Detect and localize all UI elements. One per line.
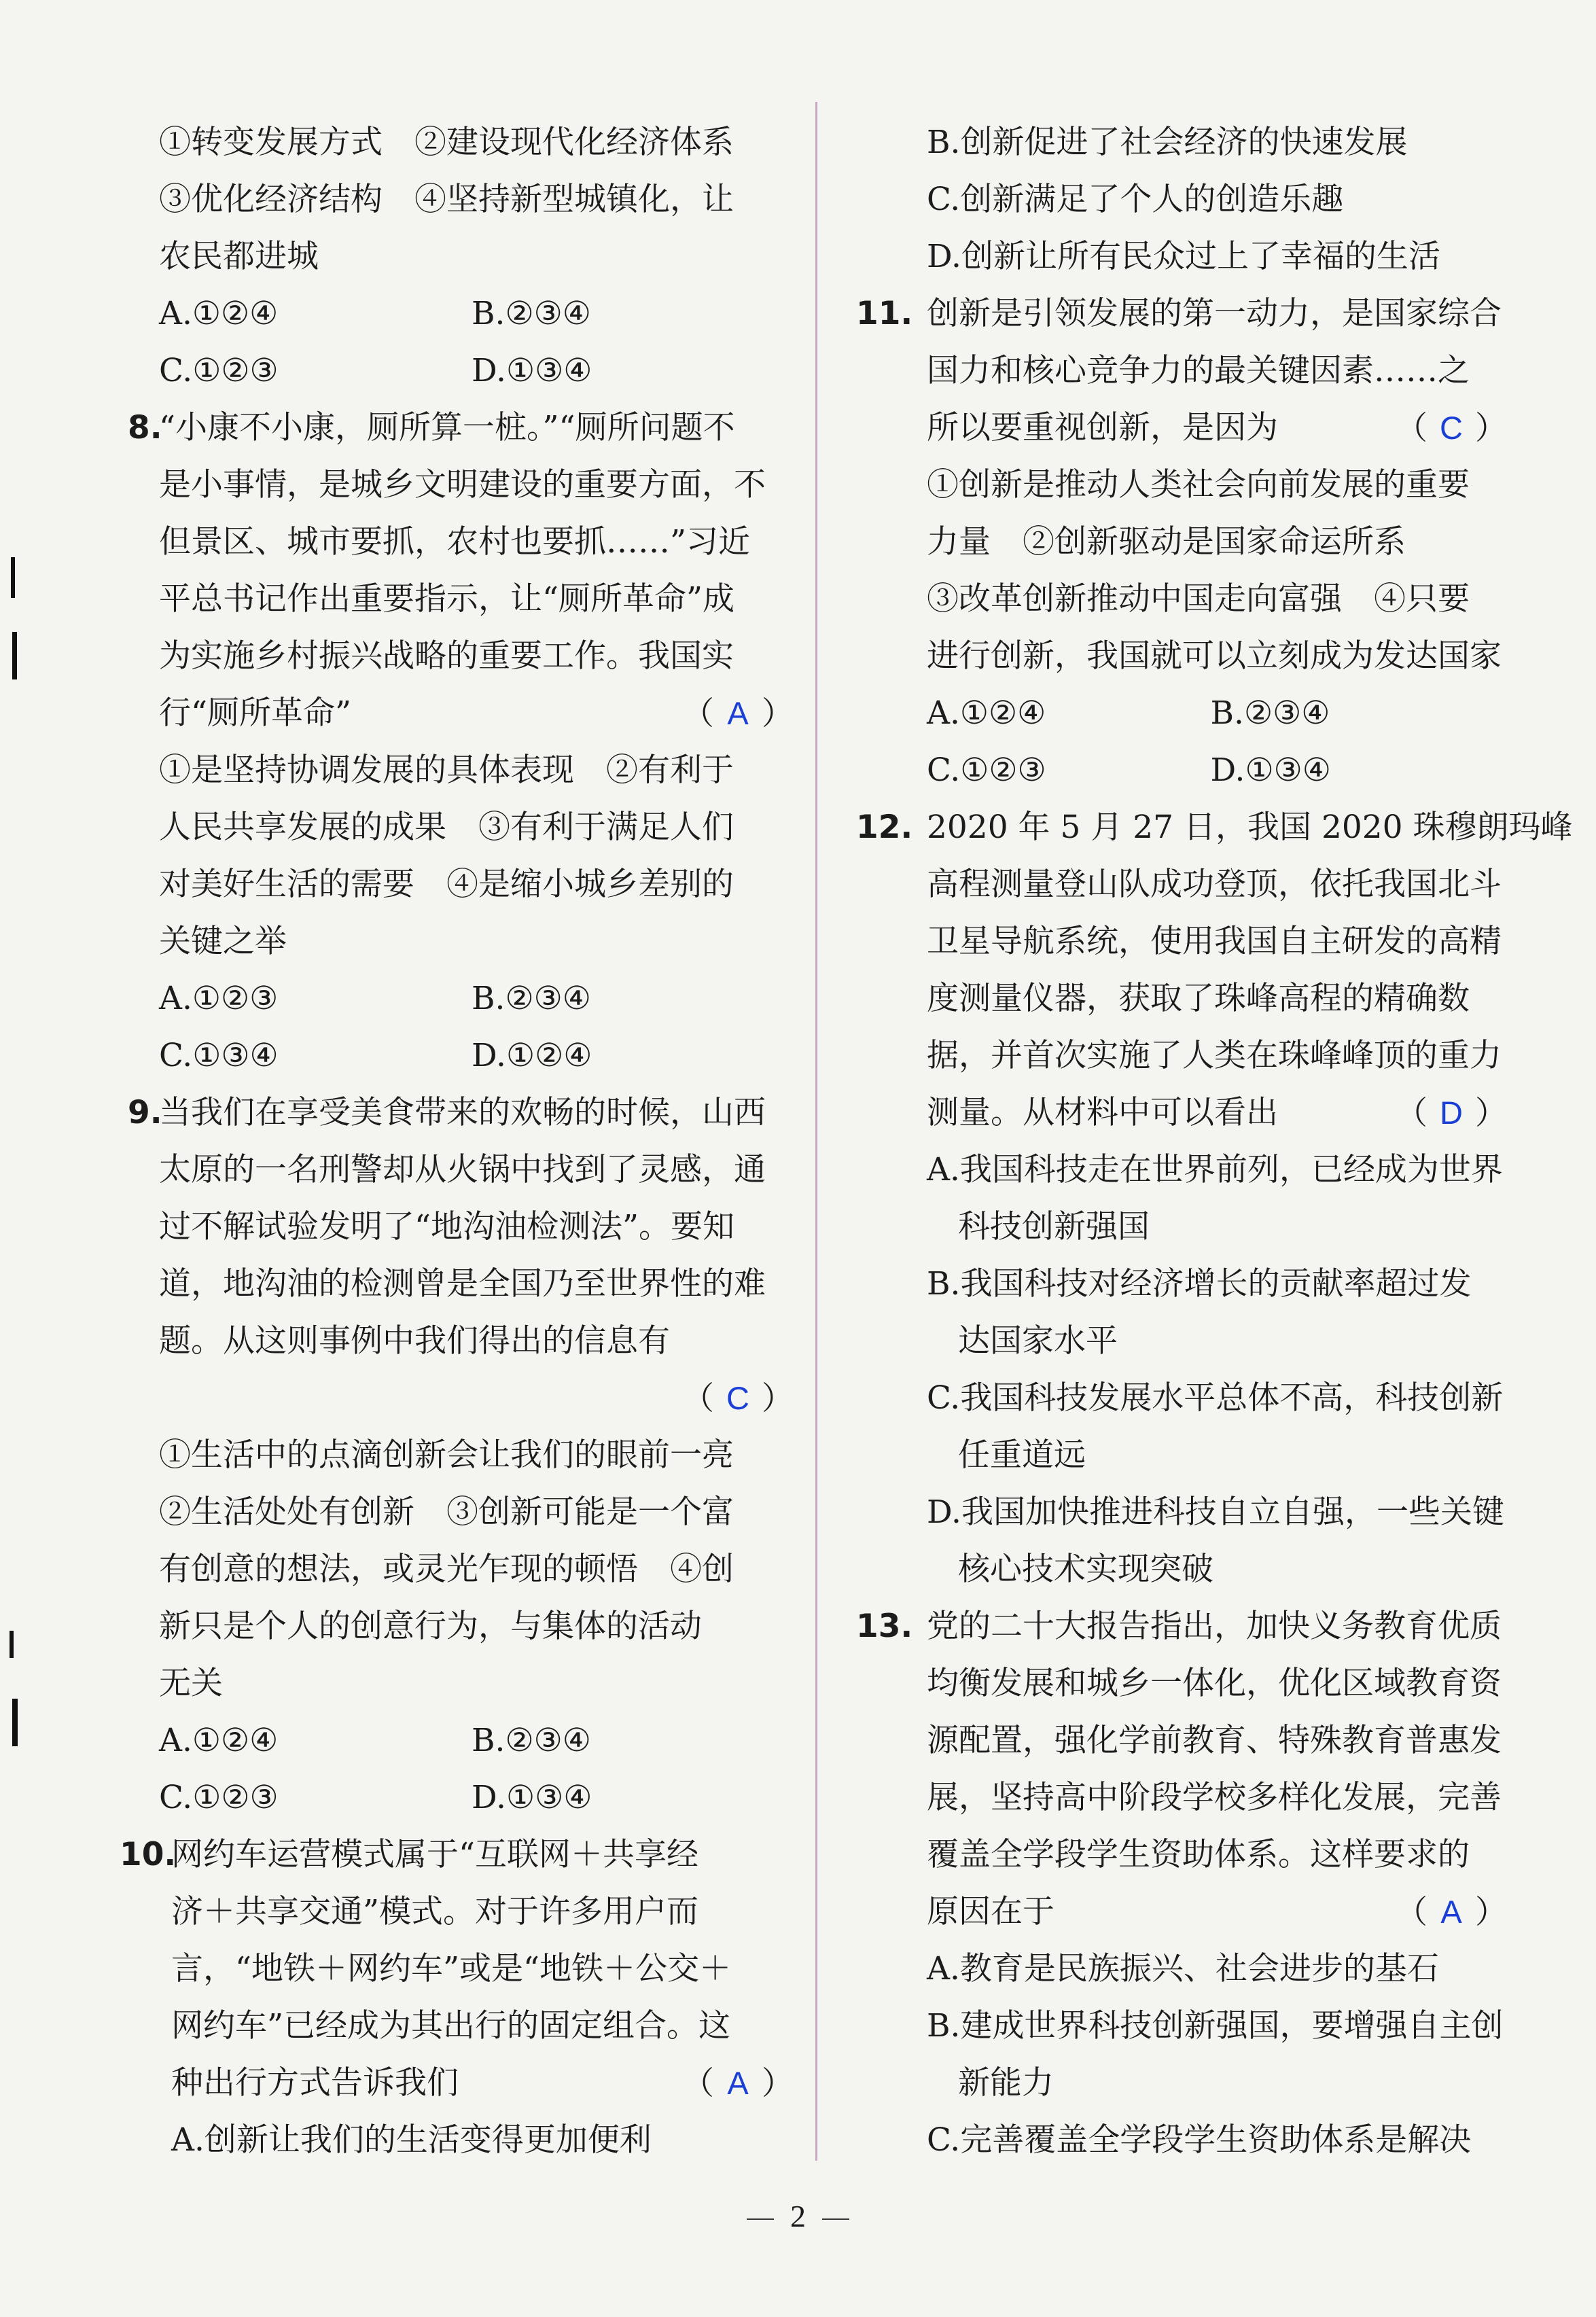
answer-bracket: （ A ）	[1396, 1883, 1507, 1941]
statement-line: 对美好生活的需要 ④是缩小城乡差别的	[159, 866, 734, 903]
option-row	[128, 970, 794, 1027]
question-text-line: 道，地沟油的检测曾是全国乃至世界性的难	[159, 1265, 766, 1303]
statement-line: 农民都进城	[159, 238, 319, 275]
statement-line: 进行创新，我国就可以立刻成为发达国家	[927, 637, 1502, 675]
answer-bracket: （ C ）	[1396, 400, 1507, 457]
option-a[interactable]: A.①②③	[159, 980, 279, 1017]
option-d[interactable]: D.①③④	[472, 1779, 592, 1816]
question-13	[856, 1598, 1507, 2169]
question-text-line: “小康不小康，厕所算一桩。”“厕所问题不	[159, 409, 735, 446]
option-b[interactable]: B.②③④	[472, 1722, 591, 1759]
question-10-rest	[895, 114, 1507, 285]
statement-line: ①转变发展方式 ②建设现代化经济体系	[159, 124, 734, 161]
question-text-line: 覆盖全学段学生资助体系。这样要求的	[927, 1836, 1470, 1873]
statement-line: ③优化经济结构 ④坚持新型城镇化，让	[159, 181, 734, 218]
option-c[interactable]: C.①②③	[927, 751, 1046, 789]
question-number: 11.	[856, 295, 913, 332]
option-c-cont: 任重道远	[958, 1436, 1086, 1474]
option-row	[128, 1712, 794, 1769]
question-text-line: 据，并首次实施了人类在珠峰峰顶的重力	[927, 1037, 1502, 1074]
answer-value: A	[727, 695, 749, 731]
option-c[interactable]: C.①②③	[159, 352, 279, 389]
question-text-line: 种出行方式告诉我们	[171, 2064, 459, 2102]
question-number: 10.	[120, 1836, 177, 1873]
dash-right	[822, 2218, 849, 2220]
option-b[interactable]: B.②③④	[472, 980, 591, 1017]
question-text-line: 当我们在享受美食带来的欢畅的时候，山西	[159, 1094, 766, 1131]
answer-bracket: （ A ）	[682, 685, 794, 743]
scan-mark	[12, 1699, 18, 1746]
option-row	[128, 285, 794, 342]
answer-bracket: （ C ）	[682, 1370, 794, 1428]
right-column	[856, 114, 1573, 2169]
statement-line: ②生活处处有创新 ③创新可能是一个富	[159, 1493, 734, 1531]
question-text-line: 为实施乡村振兴战略的重要工作。我国实	[159, 637, 734, 675]
question-text-line: 但景区、城市要抓，农村也要抓……”习近	[159, 523, 751, 561]
dash-left	[747, 2218, 774, 2220]
scan-mark	[10, 1631, 14, 1658]
question-text-line: 行“厕所革命”	[159, 694, 352, 732]
option-d[interactable]: D.我国加快推进科技自立自强，一些关键	[927, 1493, 1504, 1531]
question-9	[128, 1084, 794, 1826]
question-text-line: 太原的一名刑警却从火锅中找到了灵感，通	[159, 1151, 766, 1188]
question-10	[120, 1826, 794, 2169]
question-text-line: 展，坚持高中阶段学校多样化发展，完善	[927, 1779, 1502, 1816]
statement-line: 无关	[159, 1665, 223, 1702]
question-11	[856, 285, 1507, 799]
option-c[interactable]: C.创新满足了个人的创造乐趣	[927, 181, 1344, 218]
question-text-line: 言，“地铁＋网约车”或是“地铁＋公交＋	[171, 1950, 732, 1987]
question-text-line: 平总书记作出重要指示，让“厕所革命”成	[159, 580, 735, 618]
question-text-line: 创新是引领发展的第一动力，是国家综合	[927, 295, 1502, 332]
option-a[interactable]: A.创新让我们的生活变得更加便利	[171, 2121, 652, 2159]
option-b-cont: 达国家水平	[958, 1322, 1118, 1360]
option-c[interactable]: C.①②③	[159, 1779, 279, 1816]
option-b[interactable]: B.②③④	[1210, 694, 1330, 732]
question-number: 13.	[856, 1608, 913, 1645]
page-number	[0, 2198, 1596, 2234]
option-a[interactable]: A.教育是民族振兴、社会进步的基石	[927, 1950, 1439, 1987]
answer-value: D	[1440, 1095, 1463, 1131]
answer-value: A	[1440, 1894, 1462, 1930]
statement-line: 有创意的想法，或灵光乍现的顿悟 ④创	[159, 1551, 734, 1588]
answer-value: C	[1440, 410, 1463, 446]
option-row	[128, 1769, 794, 1826]
option-c[interactable]: C.①③④	[159, 1037, 279, 1074]
question-text-line: 济＋共享交通”模式。对于许多用户而	[171, 1893, 699, 1930]
option-c[interactable]: C.我国科技发展水平总体不高，科技创新	[927, 1379, 1504, 1417]
question-text-line: 过不解试验发明了“地沟油检测法”。要知	[159, 1208, 735, 1245]
question-number: 8.	[128, 409, 162, 446]
question-8	[128, 400, 794, 1084]
option-c[interactable]: C.完善覆盖全学段学生资助体系是解决	[927, 2121, 1472, 2159]
question-text-line: 国力和核心竞争力的最关键因素……之	[927, 352, 1470, 389]
option-a[interactable]: A.①②④	[927, 694, 1046, 732]
question-number: 9.	[128, 1094, 162, 1131]
option-b-cont: 新能力	[958, 2064, 1054, 2102]
option-d[interactable]: D.创新让所有民众过上了幸福的生活	[927, 238, 1440, 275]
question-text-line: 网约车运营模式属于“互联网＋共享经	[171, 1836, 699, 1873]
option-a[interactable]: A.①②④	[159, 1722, 279, 1759]
answer-value: A	[727, 2065, 749, 2101]
question-text-line: 2020 年 5 月 27 日，我国 2020 珠穆朗玛峰	[927, 809, 1573, 846]
column-divider	[815, 102, 817, 2161]
option-d[interactable]: D.①③④	[472, 352, 592, 389]
option-row	[895, 685, 1507, 742]
question-text-line: 原因在于	[927, 1893, 1054, 1930]
question-number: 12.	[856, 809, 913, 846]
question-7-tail	[128, 114, 794, 400]
option-b[interactable]: B.我国科技对经济增长的贡献率超过发	[927, 1265, 1472, 1303]
question-text-line: 是小事情，是城乡文明建设的重要方面，不	[159, 466, 766, 503]
statement-line: 力量 ②创新驱动是国家命运所系	[927, 523, 1406, 561]
left-column	[120, 114, 794, 2169]
statement-line: 关键之举	[159, 923, 287, 960]
scan-mark	[11, 557, 15, 598]
option-a[interactable]: A.我国科技走在世界前列，已经成为世界	[927, 1151, 1503, 1188]
option-d[interactable]: D.①②④	[472, 1037, 592, 1074]
answer-bracket: （ D ）	[1396, 1084, 1507, 1142]
question-text-line: 测量。从材料中可以看出	[927, 1094, 1278, 1131]
statement-line: ①生活中的点滴创新会让我们的眼前一亮	[159, 1436, 734, 1474]
option-d-cont: 核心技术实现突破	[958, 1551, 1213, 1588]
question-text-line: 题。从这则事例中我们得出的信息有	[159, 1322, 670, 1360]
option-row	[128, 1027, 794, 1084]
option-a-cont: 科技创新强国	[958, 1208, 1150, 1245]
statement-line: ①是坚持协调发展的具体表现 ②有利于	[159, 751, 734, 789]
answer-bracket: （ A ）	[682, 2055, 794, 2112]
option-row	[895, 742, 1507, 799]
question-text-line: 高程测量登山队成功登顶，依托我国北斗	[927, 866, 1502, 903]
question-text-line: 源配置，强化学前教育、特殊教育普惠发	[927, 1722, 1502, 1759]
option-d[interactable]: D.①③④	[1210, 751, 1331, 789]
question-text-line: 卫星导航系统，使用我国自主研发的高精	[927, 923, 1502, 960]
statement-line: 新只是个人的创意行为，与集体的活动	[159, 1608, 702, 1645]
question-text-line: 所以要重视创新，是因为	[927, 409, 1278, 446]
option-b[interactable]: B.建成世界科技创新强国，要增强自主创	[927, 2007, 1504, 2045]
answer-value: C	[726, 1380, 749, 1416]
option-a[interactable]: A.①②④	[159, 295, 279, 332]
option-b[interactable]: B.②③④	[472, 295, 591, 332]
question-12	[856, 799, 1573, 1598]
option-b[interactable]: B.创新促进了社会经济的快速发展	[927, 124, 1408, 161]
question-text-line: 网约车”已经成为其出行的固定组合。这	[171, 2007, 731, 2045]
option-row	[128, 342, 794, 400]
question-text-line: 度测量仪器，获取了珠峰高程的精确数	[927, 980, 1470, 1017]
statement-line: ③改革创新推动中国走向富强 ④只要	[927, 580, 1470, 618]
question-text-line: 均衡发展和城乡一体化，优化区域教育资	[927, 1665, 1502, 1702]
scan-mark	[12, 632, 17, 679]
page-number-value: 2	[790, 2199, 806, 2233]
statement-line: ①创新是推动人类社会向前发展的重要	[927, 466, 1470, 503]
question-text-line: 党的二十大报告指出，加快义务教育优质	[927, 1608, 1502, 1645]
statement-line: 人民共享发展的成果 ③有利于满足人们	[159, 809, 734, 846]
